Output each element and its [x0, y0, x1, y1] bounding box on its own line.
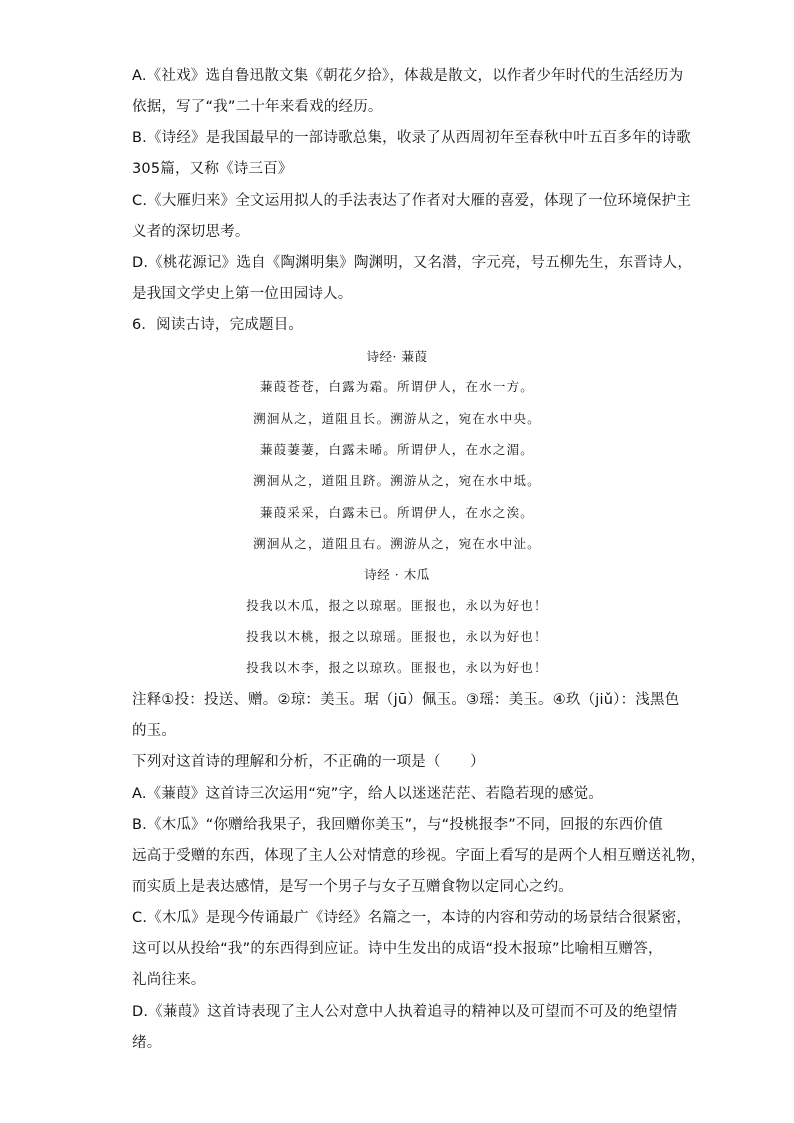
q6-note-line2: 的玉。	[132, 723, 177, 739]
q5-option-a-line1: A.《社戏》选自鲁迅散文集《朝花夕拾》，体裁是散文，以作者少年时代的生活经历为	[132, 68, 684, 84]
poem2-title: 诗经 · 木瓜	[364, 567, 430, 582]
q5-option-c-line1: C.《大雁归来》全文运用拟人的手法表达了作者对大雁的喜爱，体现了一位环境保护主	[132, 193, 692, 209]
q6-option-c-line2: 这可以从投给“我”的东西得到应证。诗中生发出的成语“投木报琼”比喻相互赠答，	[132, 941, 663, 957]
q6-option-b-line1: B.《木瓜》“你赠给我果子，我回赠你美玉”，与“投桃报李”不同，回报的东西价值	[132, 817, 663, 833]
poem1-line: 溯洄从之，道阻且跻。溯游从之，宛在水中坻。	[253, 473, 541, 488]
poem1-line: 溯洄从之，道阻且长。溯游从之，宛在水中央。	[253, 411, 541, 426]
q5-option-b-line1: B.《诗经》是我国最早的一部诗歌总集，收录了从西周初年至春秋中叶五百多年的诗歌	[132, 130, 691, 146]
poem2-line: 投我以木桃，报之以琼瑶。匪报也，永以为好也！	[246, 629, 548, 644]
q6-option-d-line1: D.《蒹葭》这首诗表现了主人公对意中人执着追寻的精神以及可望而不可及的绝望情	[132, 1004, 678, 1020]
q6-option-c-line3: 礼尚往来。	[132, 972, 206, 988]
q5-option-a-line2: 依据，写了“我”二十年来看戏的经历。	[132, 99, 383, 115]
q5-option-c-line2: 义者的深切思考。	[132, 224, 250, 240]
poem1-title: 诗经· 蒹葭	[366, 349, 428, 364]
q6-option-b-line2: 远高于受赠的东西，体现了主人公对情意的珍视。字面上看写的是两个人相互赠送礼物，	[132, 848, 706, 864]
q6-option-b-line3: 而实质上是表达感情，是写一个男子与女子互赠食物以定同心之约。	[132, 879, 573, 895]
poem2-line: 投我以木李，报之以琼玖。匪报也，永以为好也！	[246, 660, 548, 675]
q5-option-b-line2: 305篇，又称《诗三百》	[132, 161, 293, 177]
q5-option-d-line1: D.《桃花源记》选自《陶渊明集》陶渊明，又名潜，字元亮，号五柳先生，东晋诗人，	[132, 255, 693, 271]
poem1-line: 蒹葭苍苍，白露为霜。所谓伊人，在水一方。	[259, 379, 534, 394]
poem2-line: 投我以木瓜，报之以琼琚。匪报也，永以为好也！	[246, 598, 548, 613]
q6-prompt: 下列对这首诗的理解和分析，不正确的一项是（ ）	[132, 754, 485, 770]
q5-option-d-line2: 是我国文学史上第一位田园诗人。	[132, 286, 353, 302]
q6-option-d-line2: 绪。	[132, 1035, 162, 1051]
q6-option-c-line1: C.《木瓜》是现今传诵最广《诗经》名篇之一，本诗的内容和劳动的场景结合很紧密，	[132, 910, 692, 926]
poem1-line: 溯洄从之，道阻且右。溯游从之，宛在水中沚。	[253, 536, 541, 551]
poem1-line: 蒹葭萋萋，白露未晞。所谓伊人，在水之湄。	[259, 442, 534, 457]
q6-note-line1: 注释①投：投送、赠。②琼：美玉。琚（jū）佩玉。③瑶：美玉。④玖（jiǔ）：浅黑色	[132, 692, 680, 708]
q6-option-a-line1: A.《蒹葭》这首诗三次运用“宛”字，给人以迷迷茫茫、若隐若现的感觉。	[132, 786, 604, 802]
q6-stem: 6．阅读古诗，完成题目。	[132, 317, 304, 333]
poem1-line: 蒹葭采采，白露未已。所谓伊人，在水之涘。	[259, 505, 534, 520]
